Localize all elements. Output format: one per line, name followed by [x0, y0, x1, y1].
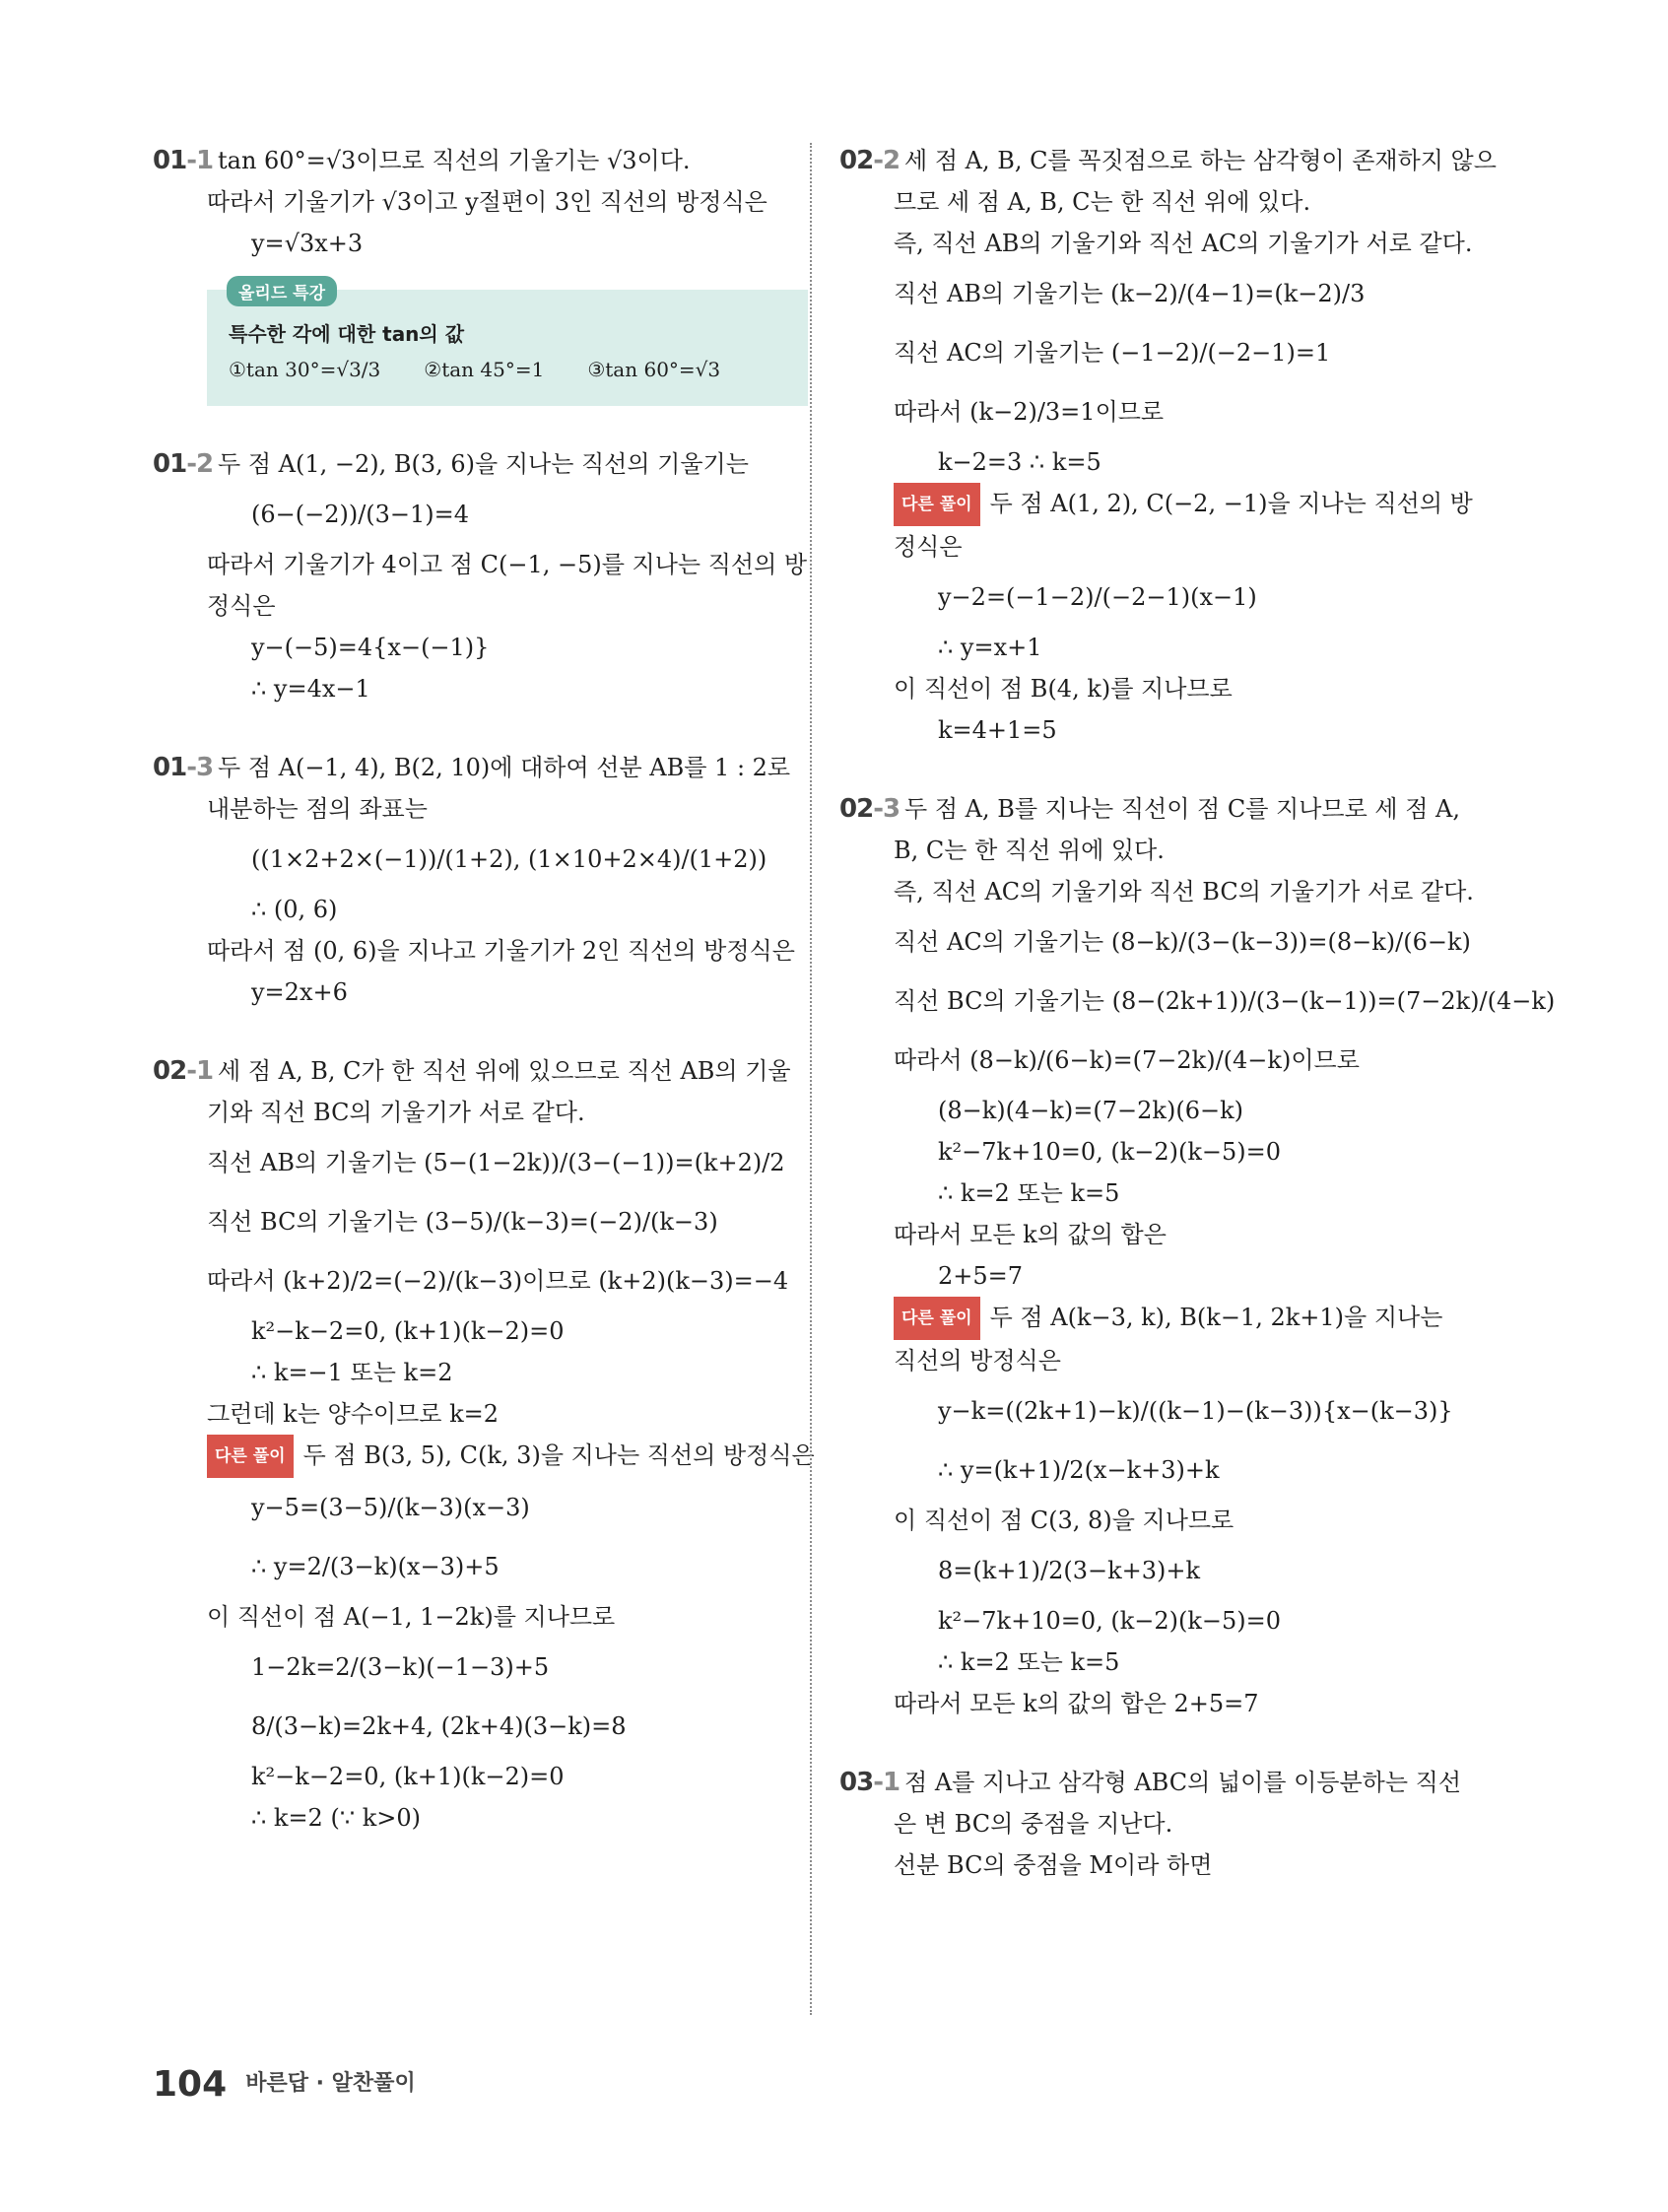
equation: y=2x+6: [251, 978, 348, 1006]
text-line: B, C는 한 직선 위에 있다.: [894, 837, 1165, 864]
problem-id: 03-1: [839, 1768, 901, 1797]
equation: ∴ k=2 또는 k=5: [938, 1179, 1120, 1207]
equation: ∴ k=2 또는 k=5: [938, 1648, 1120, 1676]
text-line: 두 점 A(−1, 4), B(2, 10)에 대하여 선분 AB를 1 : 2로: [218, 754, 791, 781]
equation: y−2=(−1−2)/(−2−1)(x−1): [938, 583, 1257, 611]
equation: ∴ (0, 6): [251, 896, 338, 923]
alt-solution-tag: 다른 풀이: [894, 1297, 980, 1340]
tip-box: [207, 284, 808, 406]
problem-02-3: [839, 788, 1556, 1724]
equation: 직선 BC의 기울기는 (3−5)/(k−3)=(−2)/(k−3): [207, 1208, 718, 1236]
problem-01-2: [153, 443, 808, 709]
equation: ∴ k=−1 또는 k=2: [251, 1359, 453, 1386]
equation: k²−k−2=0, (k+1)(k−2)=0: [251, 1317, 565, 1345]
text-line: 직선의 방정식은: [894, 1347, 1061, 1374]
problem-id: 01-3: [153, 753, 214, 782]
problem-id: 01-1: [153, 146, 214, 175]
tip-item: ①tan 30°=√3/3: [229, 358, 381, 381]
text-line: 은 변 BC의 중점을 지난다.: [894, 1810, 1173, 1838]
equation: k²−7k+10=0, (k−2)(k−5)=0: [938, 1138, 1282, 1166]
page-number: 104: [153, 2064, 228, 2105]
text-line: 이 직선이 점 B(4, k)를 지나므로: [894, 675, 1233, 703]
text-line: 이 직선이 점 C(3, 8)을 지나므로: [894, 1507, 1234, 1534]
problem-id: 02-2: [839, 146, 901, 175]
equation: 8/(3−k)=2k+4, (2k+4)(3−k)=8: [251, 1712, 627, 1740]
equation: ((1×2+2×(−1))/(1+2), (1×10+2×4)/(1+2)): [251, 845, 767, 873]
tip-tag: 올리드 특강: [227, 276, 337, 306]
equation: (6−(−2))/(3−1)=4: [251, 501, 470, 528]
problem-03-1: [839, 1762, 1480, 1886]
equation: ∴ y=(k+1)/2(x−k+3)+k: [938, 1456, 1220, 1484]
equation: 8=(k+1)/2(3−k+3)+k: [938, 1557, 1201, 1584]
equation: 직선 AB의 기울기는 (5−(1−2k))/(3−(−1))=(k+2)/2: [207, 1149, 785, 1176]
page-footer: [153, 2064, 416, 2105]
text-line: 세 점 A, B, C를 꼭짓점으로 하는 삼각형이 존재하지 않으: [904, 147, 1497, 174]
text-line: 이 직선이 점 A(−1, 1−2k)를 지나므로: [207, 1603, 616, 1631]
text-line: 점 A를 지나고 삼각형 ABC의 넓이를 이등분하는 직선: [904, 1769, 1462, 1796]
text-line: 내분하는 점의 좌표는: [207, 795, 428, 823]
equation: y=√3x+3: [251, 230, 364, 257]
equation: k²−7k+10=0, (k−2)(k−5)=0: [938, 1607, 1282, 1635]
text-line: 즉, 직선 AB의 기울기와 직선 AC의 기울기가 서로 같다.: [894, 230, 1473, 257]
equation: y−(−5)=4{x−(−1)}: [251, 634, 490, 661]
equation: y−k=((2k+1)−k)/((k−1)−(k−3)){x−(k−3)}: [938, 1397, 1453, 1425]
text-line: 따라서 점 (0, 6)을 지나고 기울기가 2인 직선의 방정식은: [207, 937, 795, 965]
text-line: 따라서 모든 k의 값의 합은 2+5=7: [894, 1690, 1259, 1717]
equation: ∴ k=2 (∵ k>0): [251, 1804, 421, 1832]
problem-01-1: [153, 140, 783, 406]
equation: 따라서 (k+2)/2=(−2)/(k−3)이므로 (k+2)(k−3)=−4: [207, 1267, 789, 1295]
equation: ∴ y=x+1: [938, 634, 1042, 661]
equation: k=4+1=5: [938, 716, 1057, 744]
text-line: 두 점 A(k−3, k), B(k−1, 2k+1)을 지나는: [989, 1304, 1443, 1331]
text-line: 그런데 k는 양수이므로 k=2: [207, 1400, 500, 1428]
left-column: [153, 140, 815, 1876]
tip-title: 특수한 각에 대한 tan의 값: [229, 322, 465, 346]
column-divider: [810, 143, 812, 2015]
equation: (8−k)(4−k)=(7−2k)(6−k): [938, 1097, 1243, 1124]
equation: k²−k−2=0, (k+1)(k−2)=0: [251, 1763, 565, 1790]
equation: 2+5=7: [938, 1262, 1024, 1290]
text-line: 따라서 모든 k의 값의 합은: [894, 1221, 1167, 1248]
equation: y−5=(3−5)/(k−3)(x−3): [251, 1494, 530, 1521]
text-line: tan 60°=√3이므로 직선의 기울기는 √3이다.: [218, 147, 691, 174]
equation: 1−2k=2/(3−k)(−1−3)+5: [251, 1653, 550, 1681]
text-line: 즉, 직선 AC의 기울기와 직선 BC의 기울기가 서로 같다.: [894, 878, 1474, 905]
alt-solution-tag: 다른 풀이: [894, 483, 980, 526]
text-line: 정식은: [207, 592, 276, 620]
equation: 직선 AB의 기울기는 (k−2)/(4−1)=(k−2)/3: [894, 280, 1366, 307]
equation: 따라서 (8−k)/(6−k)=(7−2k)/(4−k)이므로: [894, 1046, 1360, 1074]
equation: k−2=3 ∴ k=5: [938, 448, 1101, 476]
text-line: 따라서 기울기가 √3이고 y절편이 3인 직선의 방정식은: [207, 188, 767, 216]
text-line: 세 점 A, B, C가 한 직선 위에 있으므로 직선 AB의 기울: [218, 1057, 791, 1085]
problem-02-1: [153, 1050, 815, 1839]
problem-id: 02-3: [839, 794, 901, 824]
problem-id: 01-2: [153, 449, 214, 479]
alt-solution-tag: 다른 풀이: [207, 1435, 294, 1478]
equation: 직선 BC의 기울기는 (8−(2k+1))/(3−(k−1))=(7−2k)/(4−k): [894, 987, 1556, 1015]
text-line: 므로 세 점 A, B, C는 한 직선 위에 있다.: [894, 188, 1311, 216]
right-column: [839, 140, 1556, 1923]
footer-label: 바른답 · 알찬풀이: [245, 2071, 416, 2096]
text-line: 선분 BC의 중점을 M이라 하면: [894, 1851, 1213, 1879]
equation: 직선 AC의 기울기는 (−1−2)/(−2−1)=1: [894, 339, 1331, 367]
problem-id: 02-1: [153, 1056, 214, 1086]
text-line: 두 점 A, B를 지나는 직선이 점 C를 지나므로 세 점 A,: [904, 795, 1460, 823]
problem-01-3: [153, 747, 795, 1013]
equation: ∴ y=4x−1: [251, 675, 370, 703]
tip-items: [229, 351, 790, 388]
equation: 직선 AC의 기울기는 (8−k)/(3−(k−3))=(8−k)/(6−k): [894, 928, 1471, 956]
tip-item: ②tan 45°=1: [424, 358, 545, 381]
text-line: 따라서 기울기가 4이고 점 C(−1, −5)를 지나는 직선의 방: [207, 551, 808, 578]
equation: 따라서 (k−2)/3=1이므로: [894, 398, 1165, 426]
equation: ∴ y=2/(3−k)(x−3)+5: [251, 1553, 500, 1580]
problem-02-2: [839, 140, 1497, 751]
text-line: 두 점 A(1, 2), C(−2, −1)을 지나는 직선의 방: [989, 490, 1473, 517]
text-line: 정식은: [894, 533, 963, 561]
text-line: 두 점 B(3, 5), C(k, 3)을 지나는 직선의 방정식은: [302, 1441, 815, 1469]
text-line: 두 점 A(1, −2), B(3, 6)을 지나는 직선의 기울기는: [218, 450, 749, 478]
text-line: 기와 직선 BC의 기울기가 서로 같다.: [207, 1099, 585, 1126]
tip-item: ③tan 60°=√3: [587, 358, 721, 381]
